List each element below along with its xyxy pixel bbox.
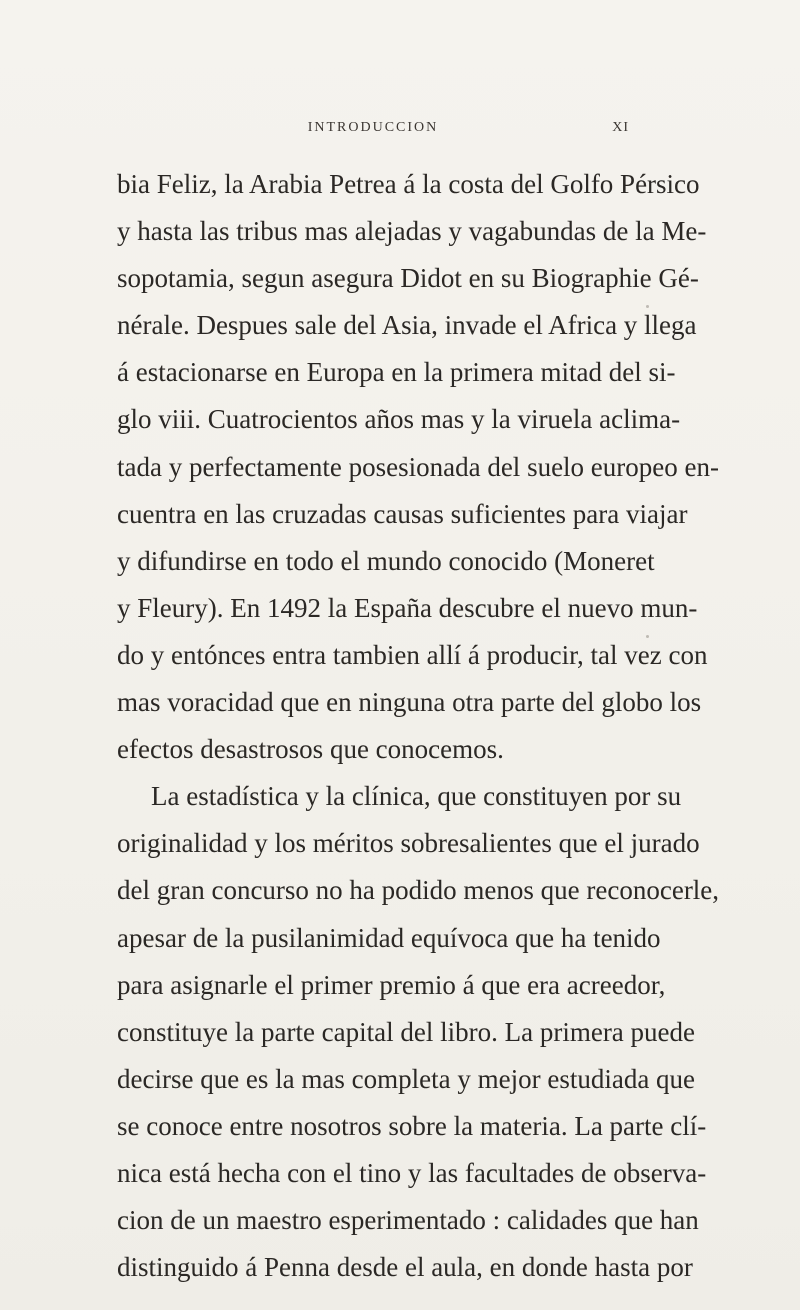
text-line: para asignarle el primer premio á que era acreedor, — [117, 969, 666, 1000]
running-title: INTRODUCCION — [307, 120, 439, 135]
text-line: tada y perfectamente posesionada del suelo europeo en- — [117, 451, 719, 482]
text-line: mas voracidad que en ninguna otra parte del globo los — [117, 687, 702, 718]
paragraph-end-line: efectos desastrosos que conocemos. — [117, 734, 504, 765]
running-head — [117, 118, 629, 142]
paper-speck — [646, 635, 649, 638]
text-line: cion de un maestro esperimentado : calidades que han — [117, 1205, 699, 1236]
page-number: XI — [612, 120, 629, 135]
paragraph-start-line: La estadística y la clínica, que constituyen por su — [151, 781, 682, 812]
text-line: apesar de la pusilanimidad equívoca que ha tenido — [117, 922, 661, 953]
text-line: originalidad y los méritos sobresalientes que el jurado — [117, 828, 700, 859]
paper-speck — [646, 305, 649, 308]
text-line: glo viii. Cuatrocientos años mas y la viruela aclima- — [117, 404, 681, 435]
text-line: constituye la parte capital del libro. La primera puede — [117, 1016, 696, 1047]
text-line: distinguido á Penna desde el aula, en donde hasta por — [117, 1252, 693, 1283]
text-line: del gran concurso no ha podido menos que reconocerle, — [117, 875, 720, 906]
text-line: y difundirse en todo el mundo conocido (Moneret — [117, 545, 655, 576]
text-line: bia Feliz, la Arabia Petrea á la costa del Golfo Pérsico — [117, 169, 700, 199]
text-line: nérale. Despues sale del Asia, invade el Africa y llega — [117, 310, 697, 341]
text-line: nica está hecha con el tino y las facultades de observa- — [117, 1157, 707, 1188]
text-line: do y entónces entra tambien allí á producir, tal vez con — [117, 639, 708, 670]
text-line: sopotamia, segun asegura Didot en su Biographie Gé- — [117, 263, 699, 294]
text-line: y Fleury). En 1492 la España descubre el nuevo mun- — [117, 592, 698, 623]
text-line: á estacionarse en Europa en la primera mitad del si- — [117, 357, 676, 388]
text-line: cuentra en las cruzadas causas suficientes para viajar — [117, 498, 688, 529]
text-line: decirse que es la mas completa y mejor estudiada que — [117, 1063, 696, 1094]
text-line: se conoce entre nosotros sobre la materia. La parte clí- — [117, 1110, 707, 1141]
text-line: y hasta las tribus mas alejadas y vagabundas de la Me- — [117, 216, 707, 247]
body-text — [117, 161, 720, 1291]
